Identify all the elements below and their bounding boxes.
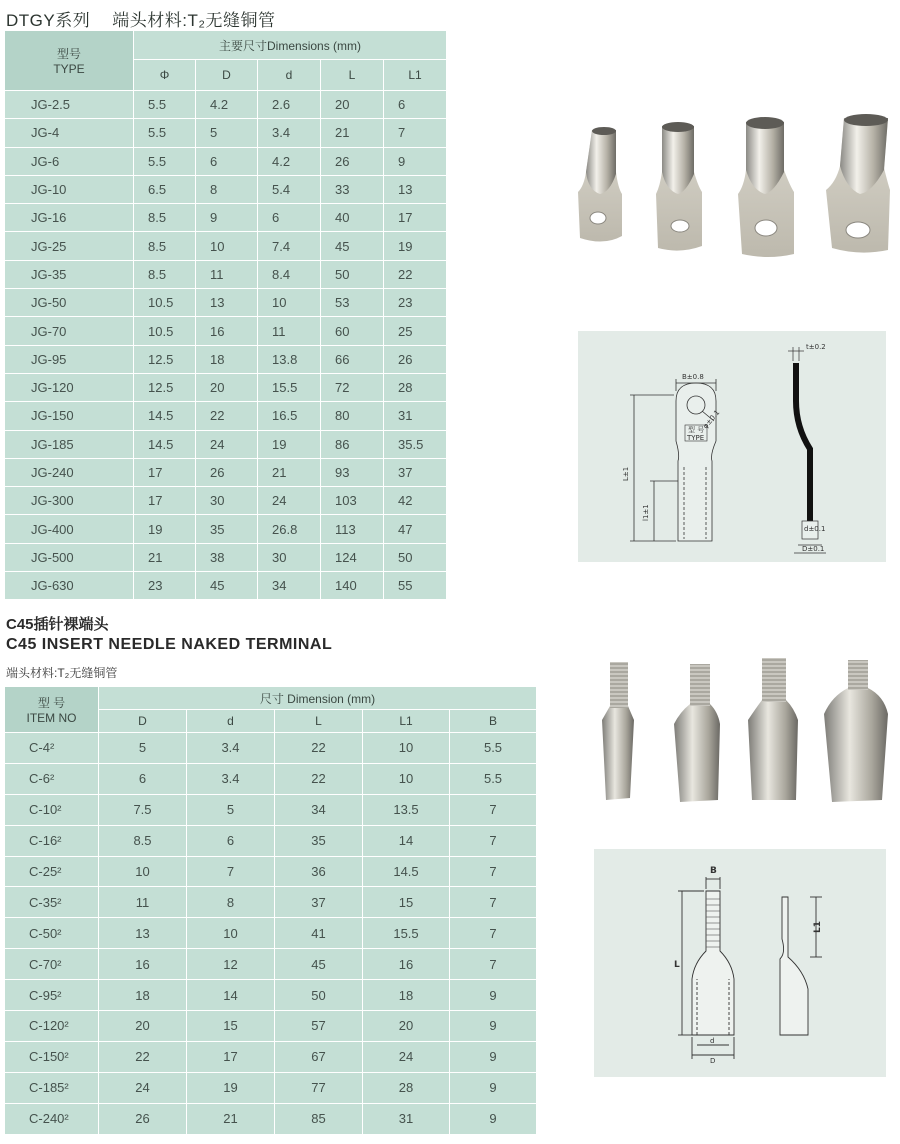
- value-cell: 22: [275, 733, 363, 764]
- value-cell: 21: [321, 119, 384, 147]
- dimension-header: 尺寸 Dimension (mm): [99, 687, 537, 710]
- value-cell: 12: [187, 949, 275, 980]
- item-header-en: ITEM NO: [26, 711, 77, 725]
- value-cell: 86: [321, 430, 384, 458]
- value-cell: 26: [321, 147, 384, 175]
- value-cell: 8.5: [134, 260, 196, 288]
- drawing2-width-label: B: [710, 866, 717, 876]
- model-cell: C-95²: [5, 980, 99, 1011]
- value-cell: 10: [99, 856, 187, 887]
- model-cell: JG-150: [5, 402, 134, 430]
- value-cell: 18: [196, 345, 258, 373]
- table-row: [5, 458, 447, 486]
- table-row: [5, 232, 447, 260]
- value-cell: 67: [275, 1041, 363, 1072]
- value-cell: 15: [363, 887, 450, 918]
- lug-photo-small: [578, 127, 622, 242]
- lug-technical-drawing: [578, 331, 886, 562]
- drawing1-length-label: L±1: [622, 466, 630, 481]
- value-cell: 5.5: [134, 147, 196, 175]
- value-cell: 72: [321, 373, 384, 401]
- value-cell: 20: [321, 91, 384, 119]
- value-cell: 6: [384, 91, 447, 119]
- value-cell: 20: [363, 1011, 450, 1042]
- value-cell: 17: [134, 487, 196, 515]
- item-header: [5, 687, 99, 733]
- table-row: [5, 856, 537, 887]
- model-cell: JG-400: [5, 515, 134, 543]
- section1-heading: [6, 6, 275, 31]
- value-cell: 140: [321, 572, 384, 600]
- lug-photo-medium: [656, 122, 702, 251]
- value-cell: 7: [450, 825, 537, 856]
- drawing2-inner-label: d: [710, 1037, 715, 1045]
- value-cell: 23: [134, 572, 196, 600]
- dtgy-spec-table: [4, 30, 447, 600]
- value-cell: 35: [196, 515, 258, 543]
- value-cell: 9: [384, 147, 447, 175]
- value-cell: 20: [196, 373, 258, 401]
- value-cell: 9: [450, 1103, 537, 1134]
- value-cell: 14: [363, 825, 450, 856]
- value-cell: 34: [275, 794, 363, 825]
- value-cell: 8: [187, 887, 275, 918]
- value-cell: 3.4: [187, 733, 275, 764]
- value-cell: 6: [258, 204, 321, 232]
- value-cell: 6: [196, 147, 258, 175]
- value-cell: 2.6: [258, 91, 321, 119]
- value-cell: 10: [258, 289, 321, 317]
- value-cell: 10: [187, 918, 275, 949]
- column-header-l: L: [321, 60, 384, 91]
- value-cell: 21: [258, 458, 321, 486]
- table-row: [5, 572, 447, 600]
- model-cell: JG-70: [5, 317, 134, 345]
- value-cell: 15: [187, 1011, 275, 1042]
- value-cell: 10: [363, 763, 450, 794]
- value-cell: 55: [384, 572, 447, 600]
- model-cell: C-16²: [5, 825, 99, 856]
- section2-title-en: C45 INSERT NEEDLE NAKED TERMINAL: [6, 636, 333, 653]
- value-cell: 13.8: [258, 345, 321, 373]
- model-cell: JG-120: [5, 373, 134, 401]
- value-cell: 5: [187, 794, 275, 825]
- value-cell: 53: [321, 289, 384, 317]
- value-cell: 10.5: [134, 289, 196, 317]
- value-cell: 47: [384, 515, 447, 543]
- value-cell: 50: [321, 260, 384, 288]
- value-cell: 18: [363, 980, 450, 1011]
- value-cell: 93: [321, 458, 384, 486]
- value-cell: 14.5: [134, 402, 196, 430]
- value-cell: 37: [384, 458, 447, 486]
- value-cell: 26.8: [258, 515, 321, 543]
- needle-terminal-technical-drawing: [594, 849, 886, 1077]
- column-header-: Φ: [134, 60, 196, 91]
- table-row: [5, 918, 537, 949]
- value-cell: 24: [99, 1072, 187, 1103]
- value-cell: 7: [450, 794, 537, 825]
- model-cell: JG-240: [5, 458, 134, 486]
- value-cell: 11: [258, 317, 321, 345]
- model-cell: JG-630: [5, 572, 134, 600]
- table-row: [5, 825, 537, 856]
- value-cell: 34: [258, 572, 321, 600]
- table-row: [5, 289, 447, 317]
- value-cell: 45: [196, 572, 258, 600]
- value-cell: 8.5: [99, 825, 187, 856]
- model-cell: JG-50: [5, 289, 134, 317]
- type-header-cn: 型号: [56, 47, 81, 61]
- value-cell: 13: [384, 175, 447, 203]
- value-cell: 16: [196, 317, 258, 345]
- model-cell: JG-25: [5, 232, 134, 260]
- table-row: [5, 543, 447, 571]
- drawing2-outer-label: D: [710, 1057, 716, 1065]
- table-row: [5, 887, 537, 918]
- drawing1-length1-label: l1±1: [642, 504, 650, 521]
- value-cell: 10.5: [134, 317, 196, 345]
- value-cell: 9: [450, 1041, 537, 1072]
- value-cell: 16.5: [258, 402, 321, 430]
- value-cell: 6: [187, 825, 275, 856]
- drawing1-width-label: B±0.8: [682, 373, 704, 381]
- section2-title-cn: C45插针裸端头: [6, 616, 109, 633]
- model-cell: JG-95: [5, 345, 134, 373]
- value-cell: 50: [275, 980, 363, 1011]
- value-cell: 33: [321, 175, 384, 203]
- item-header-cn: 型 号: [37, 696, 66, 710]
- value-cell: 37: [275, 887, 363, 918]
- value-cell: 9: [196, 204, 258, 232]
- value-cell: 50: [384, 543, 447, 571]
- column-header-d: D: [99, 710, 187, 733]
- lug-photo-large: [738, 117, 794, 257]
- value-cell: 14.5: [134, 430, 196, 458]
- value-cell: 41: [275, 918, 363, 949]
- value-cell: 40: [321, 204, 384, 232]
- value-cell: 12.5: [134, 373, 196, 401]
- model-cell: JG-300: [5, 487, 134, 515]
- value-cell: 24: [196, 430, 258, 458]
- value-cell: 25: [384, 317, 447, 345]
- value-cell: 85: [275, 1103, 363, 1134]
- value-cell: 28: [363, 1072, 450, 1103]
- value-cell: 10: [363, 733, 450, 764]
- value-cell: 16: [363, 949, 450, 980]
- table-row: [5, 345, 447, 373]
- value-cell: 5.5: [134, 119, 196, 147]
- drawing2-length-label: L: [674, 960, 680, 970]
- c45-table-body: [5, 733, 537, 1135]
- section1-title: DTGY系列: [6, 11, 91, 30]
- value-cell: 30: [196, 487, 258, 515]
- value-cell: 77: [275, 1072, 363, 1103]
- model-cell: JG-4: [5, 119, 134, 147]
- value-cell: 5: [99, 733, 187, 764]
- needle-terminal-photo-4: [824, 660, 888, 802]
- model-cell: JG-16: [5, 204, 134, 232]
- model-cell: C-50²: [5, 918, 99, 949]
- table-row: [5, 733, 537, 764]
- value-cell: 7.4: [258, 232, 321, 260]
- value-cell: 7: [450, 887, 537, 918]
- value-cell: 4.2: [196, 91, 258, 119]
- value-cell: 5.5: [134, 91, 196, 119]
- model-cell: C-35²: [5, 887, 99, 918]
- drawing1-stamp-en: TYPE: [687, 434, 705, 442]
- section2-material: 端头材料:T₂无缝铜管: [6, 666, 118, 680]
- value-cell: 6.5: [134, 175, 196, 203]
- model-cell: C-4²: [5, 733, 99, 764]
- value-cell: 26: [384, 345, 447, 373]
- dtgy-table-body: [5, 91, 447, 600]
- value-cell: 7.5: [99, 794, 187, 825]
- column-header-l: L: [275, 710, 363, 733]
- table-row: [5, 763, 537, 794]
- lug-photo-xlarge: [826, 114, 890, 253]
- type-header-en: TYPE: [53, 62, 85, 76]
- section1-material: 端头材料:T₂无缝铜管: [112, 11, 276, 30]
- table-row: [5, 430, 447, 458]
- needle-terminal-photo-2: [674, 664, 720, 802]
- value-cell: 7: [384, 119, 447, 147]
- drawing1-thickness-label: t±0.2: [806, 343, 826, 351]
- table-row: [5, 147, 447, 175]
- value-cell: 8.5: [134, 204, 196, 232]
- model-cell: C-240²: [5, 1103, 99, 1134]
- dimensions-header: 主要尺寸Dimensions (mm): [134, 31, 447, 60]
- model-cell: JG-6: [5, 147, 134, 175]
- value-cell: 24: [363, 1041, 450, 1072]
- value-cell: 124: [321, 543, 384, 571]
- value-cell: 28: [384, 373, 447, 401]
- table-row: [5, 1011, 537, 1042]
- table-row: [5, 402, 447, 430]
- value-cell: 15.5: [363, 918, 450, 949]
- value-cell: 7: [450, 949, 537, 980]
- drawing1-inner-label: d±0.1: [804, 525, 826, 533]
- table-row: [5, 260, 447, 288]
- value-cell: 10: [196, 232, 258, 260]
- value-cell: 5.4: [258, 175, 321, 203]
- table-row: [5, 175, 447, 203]
- value-cell: 13.5: [363, 794, 450, 825]
- value-cell: 7: [450, 856, 537, 887]
- drawing1-stamp-cn: 型 号: [688, 426, 705, 434]
- table-row: [5, 204, 447, 232]
- value-cell: 45: [321, 232, 384, 260]
- drawing1-hole-label: φ±0.1: [701, 408, 722, 431]
- value-cell: 22: [99, 1041, 187, 1072]
- value-cell: 22: [196, 402, 258, 430]
- value-cell: 7: [187, 856, 275, 887]
- model-cell: C-120²: [5, 1011, 99, 1042]
- value-cell: 18: [99, 980, 187, 1011]
- value-cell: 14.5: [363, 856, 450, 887]
- column-header-l1: L1: [363, 710, 450, 733]
- value-cell: 16: [99, 949, 187, 980]
- model-cell: JG-185: [5, 430, 134, 458]
- needle-terminal-photo-1: [602, 662, 634, 800]
- value-cell: 3.4: [258, 119, 321, 147]
- column-header-d: d: [258, 60, 321, 91]
- value-cell: 15.5: [258, 373, 321, 401]
- value-cell: 57: [275, 1011, 363, 1042]
- column-header-d: D: [196, 60, 258, 91]
- table-row: [5, 1072, 537, 1103]
- value-cell: 22: [275, 763, 363, 794]
- value-cell: 5.5: [450, 733, 537, 764]
- value-cell: 31: [384, 402, 447, 430]
- model-cell: JG-2.5: [5, 91, 134, 119]
- model-cell: C-25²: [5, 856, 99, 887]
- model-cell: C-10²: [5, 794, 99, 825]
- value-cell: 19: [258, 430, 321, 458]
- value-cell: 8.4: [258, 260, 321, 288]
- table-row: [5, 487, 447, 515]
- needle-terminal-photo-3: [748, 658, 798, 800]
- copper-lug-photos: [570, 108, 900, 263]
- value-cell: 9: [450, 1011, 537, 1042]
- type-header: [5, 31, 134, 91]
- table-row: [5, 1041, 537, 1072]
- table-row: [5, 317, 447, 345]
- value-cell: 38: [196, 543, 258, 571]
- model-cell: C-6²: [5, 763, 99, 794]
- value-cell: 13: [196, 289, 258, 317]
- value-cell: 5: [196, 119, 258, 147]
- value-cell: 103: [321, 487, 384, 515]
- value-cell: 24: [258, 487, 321, 515]
- value-cell: 11: [99, 887, 187, 918]
- value-cell: 60: [321, 317, 384, 345]
- model-cell: JG-500: [5, 543, 134, 571]
- column-header-b: B: [450, 710, 537, 733]
- value-cell: 26: [99, 1103, 187, 1134]
- table-row: [5, 515, 447, 543]
- value-cell: 4.2: [258, 147, 321, 175]
- value-cell: 12.5: [134, 345, 196, 373]
- value-cell: 8.5: [134, 232, 196, 260]
- value-cell: 113: [321, 515, 384, 543]
- value-cell: 45: [275, 949, 363, 980]
- value-cell: 31: [363, 1103, 450, 1134]
- model-cell: JG-35: [5, 260, 134, 288]
- value-cell: 36: [275, 856, 363, 887]
- value-cell: 6: [99, 763, 187, 794]
- column-header-l1: L1: [384, 60, 447, 91]
- value-cell: 42: [384, 487, 447, 515]
- value-cell: 17: [134, 458, 196, 486]
- table-row: [5, 373, 447, 401]
- table-row: [5, 980, 537, 1011]
- value-cell: 26: [196, 458, 258, 486]
- insert-needle-terminal-photos: [592, 650, 892, 815]
- model-cell: C-150²: [5, 1041, 99, 1072]
- table-row: [5, 949, 537, 980]
- value-cell: 17: [187, 1041, 275, 1072]
- c45-spec-table: [4, 686, 537, 1135]
- table-row: [5, 1103, 537, 1134]
- model-cell: JG-10: [5, 175, 134, 203]
- value-cell: 19: [384, 232, 447, 260]
- value-cell: 9: [450, 980, 537, 1011]
- model-cell: C-185²: [5, 1072, 99, 1103]
- value-cell: 20: [99, 1011, 187, 1042]
- model-cell: C-70²: [5, 949, 99, 980]
- table-row: [5, 91, 447, 119]
- value-cell: 13: [99, 918, 187, 949]
- value-cell: 21: [187, 1103, 275, 1134]
- table-row: [5, 794, 537, 825]
- value-cell: 8: [196, 175, 258, 203]
- column-header-d: d: [187, 710, 275, 733]
- value-cell: 35.5: [384, 430, 447, 458]
- value-cell: 21: [134, 543, 196, 571]
- value-cell: 35: [275, 825, 363, 856]
- value-cell: 66: [321, 345, 384, 373]
- value-cell: 17: [384, 204, 447, 232]
- value-cell: 23: [384, 289, 447, 317]
- drawing1-outer-label: D±0.1: [802, 545, 825, 553]
- value-cell: 11: [196, 260, 258, 288]
- value-cell: 5.5: [450, 763, 537, 794]
- value-cell: 3.4: [187, 763, 275, 794]
- drawing2-length1-label: L1: [813, 921, 823, 933]
- value-cell: 19: [134, 515, 196, 543]
- value-cell: 9: [450, 1072, 537, 1103]
- value-cell: 7: [450, 918, 537, 949]
- table-row: [5, 119, 447, 147]
- value-cell: 80: [321, 402, 384, 430]
- value-cell: 14: [187, 980, 275, 1011]
- value-cell: 19: [187, 1072, 275, 1103]
- value-cell: 30: [258, 543, 321, 571]
- value-cell: 22: [384, 260, 447, 288]
